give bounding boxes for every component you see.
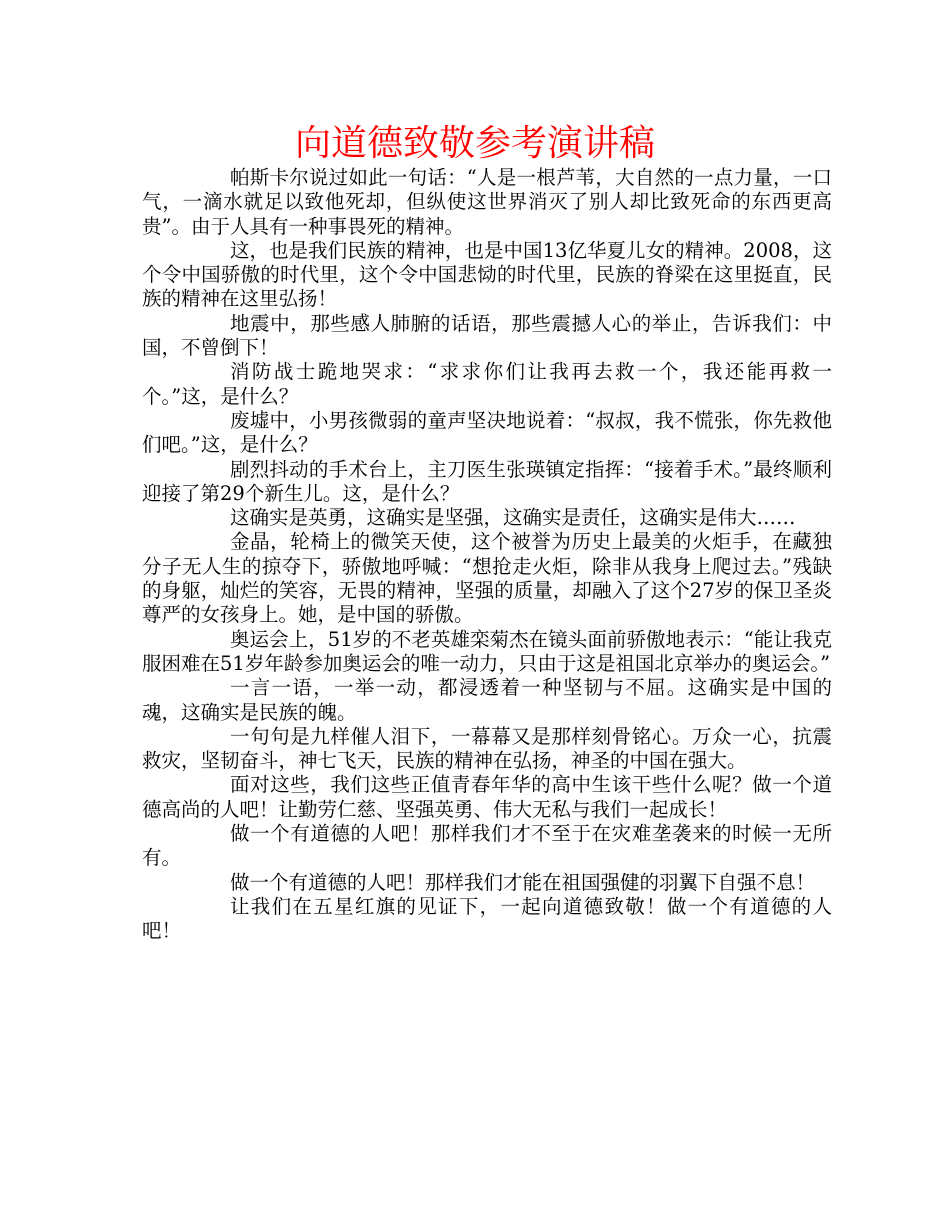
paragraph-8: 金晶，轮椅上的微笑天使，这个被誉为历史上最美的火炬手，在藏独分子无人生的掠夺下，骄傲地呼喊：“想抢走火炬，除非从我身上爬过去。”残缺的身躯，灿烂的笑容，无畏的精神，坚强的质量，却融入了这个27岁的保卫圣炎尊严的女孩身上。她，是中国的骄傲。 [142, 530, 832, 627]
paragraph-4: 消防战士跪地哭求：“求求你们让我再去救一个，我还能再救一个。”这，是什么？ [142, 360, 832, 408]
document-body [142, 166, 832, 944]
paragraph-13: 做一个有道德的人吧！那样我们才不至于在灾难垄袭来的时候一无所有。 [142, 822, 832, 870]
paragraph-10: 一言一语，一举一动，都浸透着一种坚韧与不屈。这确实是中国的魂，这确实是民族的魄。 [142, 676, 832, 724]
paragraph-9: 奥运会上，51岁的不老英雄栾菊杰在镜头面前骄傲地表示：“能让我克服困难在51岁年龄参加奥运会的唯一动力，只由于这是祖国北京举办的奥运会。” [142, 627, 832, 675]
paragraph-6: 剧烈抖动的手术台上，主刀医生张瑛镇定指挥：“接着手术。”最终顺利迎接了第29个新生儿。这，是什么？ [142, 457, 832, 505]
document-title: 向道德致敬参考演讲稿 [294, 123, 655, 164]
paragraph-7: 这确实是英勇，这确实是坚强，这确实是责任，这确实是伟大…… [230, 506, 796, 530]
paragraph-5: 废墟中，小男孩微弱的童声坚决地说着：“叔叔，我不慌张，你先救他们吧。”这，是什么？ [142, 408, 832, 457]
paragraph-3: 地震中，那些感人肺腑的话语，那些震撼人心的举止，告诉我们：中国，不曾倒下！ [142, 311, 832, 360]
paragraph-2: 这，也是我们民族的精神，也是中国13亿华夏儿女的精神。2008，这个令中国骄傲的时代里，这个令中国悲恸的时代里，民族的脊梁在这里挺直，民族的精神在这里弘扬！ [142, 238, 832, 311]
paragraph-11: 一句句是九样催人泪下，一幕幕又是那样刻骨铭心。万众一心，抗震救灾，坚韧奋斗，神七飞天，民族的精神在弘扬，神圣的中国在强大。 [142, 724, 832, 773]
paragraph-1: 帕斯卡尔说过如此一句话：“人是一根芦苇，大自然的一点力量，一口气，一滴水就足以致他死却，但纵使这世界消灭了别人却比致死命的东西更高贵”。由于人具有一种事畏死的精神。 [142, 166, 832, 238]
paragraph-15: 让我们在五星红旗的见证下，一起向道德致敬！做一个有道德的人吧！ [142, 894, 832, 943]
paragraph-12: 面对这些，我们这些正值青春年华的高中生该干些什么呢？做一个道德高尚的人吧！让勤劳仁慈、坚强英勇、伟大无私与我们一起成长！ [142, 773, 832, 821]
paragraph-14: 做一个有道德的人吧！那样我们才能在祖国强健的羽翼下自强不息！ [230, 870, 816, 894]
